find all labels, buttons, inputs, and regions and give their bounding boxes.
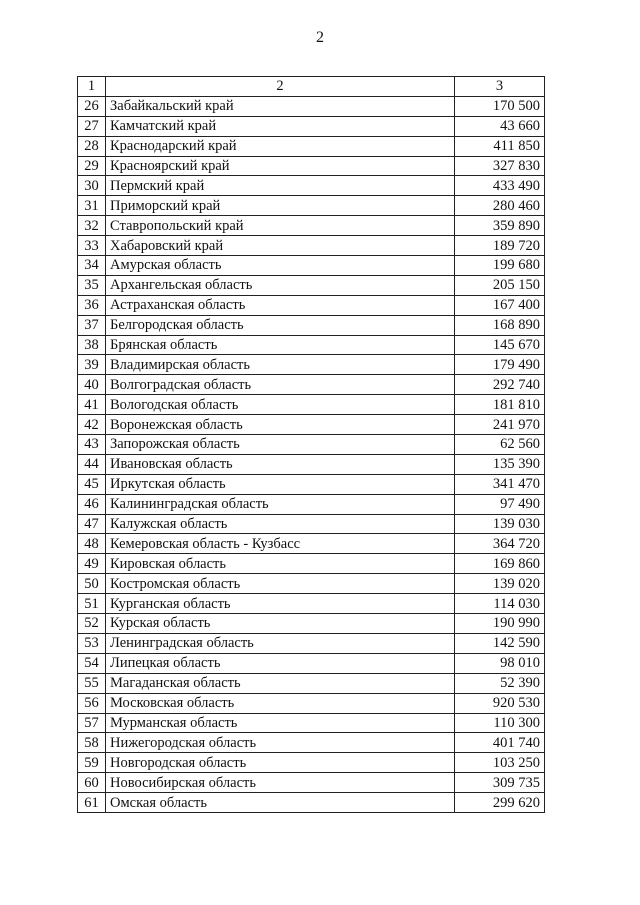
row-number-cell: 26 bbox=[78, 96, 106, 116]
table-row bbox=[78, 196, 545, 216]
row-number-cell: 49 bbox=[78, 554, 106, 574]
value-cell: 411 850 bbox=[455, 136, 545, 156]
region-name-cell: Ставропольский край bbox=[106, 216, 455, 236]
row-number-cell: 53 bbox=[78, 633, 106, 653]
row-number-cell: 30 bbox=[78, 176, 106, 196]
region-name-cell: Камчатский край bbox=[106, 116, 455, 136]
row-number-cell: 56 bbox=[78, 693, 106, 713]
region-name-cell: Брянская область bbox=[106, 335, 455, 355]
region-name-cell: Омская область bbox=[106, 793, 455, 813]
table-row bbox=[78, 474, 545, 494]
value-cell: 181 810 bbox=[455, 395, 545, 415]
row-number-cell: 39 bbox=[78, 355, 106, 375]
region-name-cell: Калужская область bbox=[106, 514, 455, 534]
table-row bbox=[78, 375, 545, 395]
column-header-name: 2 bbox=[106, 77, 455, 97]
row-number-cell: 48 bbox=[78, 534, 106, 554]
value-cell: 241 970 bbox=[455, 415, 545, 435]
row-number-cell: 54 bbox=[78, 653, 106, 673]
table-row bbox=[78, 733, 545, 753]
region-name-cell: Астраханская область bbox=[106, 295, 455, 315]
row-number-cell: 29 bbox=[78, 156, 106, 176]
region-name-cell: Забайкальский край bbox=[106, 96, 455, 116]
row-number-cell: 31 bbox=[78, 196, 106, 216]
region-name-cell: Вологодская область bbox=[106, 395, 455, 415]
row-number-cell: 34 bbox=[78, 256, 106, 276]
table-row bbox=[78, 216, 545, 236]
row-number-cell: 44 bbox=[78, 454, 106, 474]
table-row bbox=[78, 176, 545, 196]
region-name-cell: Красноярский край bbox=[106, 156, 455, 176]
row-number-cell: 37 bbox=[78, 315, 106, 335]
regions-table bbox=[77, 76, 545, 813]
value-cell: 170 500 bbox=[455, 96, 545, 116]
value-cell: 142 590 bbox=[455, 633, 545, 653]
region-name-cell: Владимирская область bbox=[106, 355, 455, 375]
value-cell: 205 150 bbox=[455, 275, 545, 295]
value-cell: 135 390 bbox=[455, 454, 545, 474]
value-cell: 364 720 bbox=[455, 534, 545, 554]
row-number-cell: 52 bbox=[78, 614, 106, 634]
region-name-cell: Пермский край bbox=[106, 176, 455, 196]
table-row bbox=[78, 136, 545, 156]
table-row bbox=[78, 395, 545, 415]
row-number-cell: 28 bbox=[78, 136, 106, 156]
value-cell: 189 720 bbox=[455, 236, 545, 256]
value-cell: 920 530 bbox=[455, 693, 545, 713]
value-cell: 114 030 bbox=[455, 594, 545, 614]
value-cell: 139 030 bbox=[455, 514, 545, 534]
value-cell: 110 300 bbox=[455, 713, 545, 733]
region-name-cell: Кировская область bbox=[106, 554, 455, 574]
row-number-cell: 41 bbox=[78, 395, 106, 415]
value-cell: 145 670 bbox=[455, 335, 545, 355]
value-cell: 52 390 bbox=[455, 673, 545, 693]
row-number-cell: 35 bbox=[78, 275, 106, 295]
row-number-cell: 38 bbox=[78, 335, 106, 355]
row-number-cell: 58 bbox=[78, 733, 106, 753]
table-body bbox=[78, 96, 545, 812]
value-cell: 280 460 bbox=[455, 196, 545, 216]
value-cell: 341 470 bbox=[455, 474, 545, 494]
table-row bbox=[78, 236, 545, 256]
table-row bbox=[78, 415, 545, 435]
table-row bbox=[78, 614, 545, 634]
row-number-cell: 45 bbox=[78, 474, 106, 494]
region-name-cell: Новосибирская область bbox=[106, 773, 455, 793]
table-row bbox=[78, 116, 545, 136]
region-name-cell: Нижегородская область bbox=[106, 733, 455, 753]
table-row bbox=[78, 256, 545, 276]
region-name-cell: Амурская область bbox=[106, 256, 455, 276]
row-number-cell: 27 bbox=[78, 116, 106, 136]
value-cell: 199 680 bbox=[455, 256, 545, 276]
row-number-cell: 46 bbox=[78, 494, 106, 514]
region-name-cell: Магаданская область bbox=[106, 673, 455, 693]
row-number-cell: 61 bbox=[78, 793, 106, 813]
region-name-cell: Белгородская область bbox=[106, 315, 455, 335]
region-name-cell: Хабаровский край bbox=[106, 236, 455, 256]
table-row bbox=[78, 96, 545, 116]
page-number: 2 bbox=[316, 29, 324, 46]
region-name-cell: Новгородская область bbox=[106, 753, 455, 773]
table-row bbox=[78, 753, 545, 773]
region-name-cell: Курганская область bbox=[106, 594, 455, 614]
table-row bbox=[78, 793, 545, 813]
table-row bbox=[78, 594, 545, 614]
column-header-number: 1 bbox=[78, 77, 106, 97]
table-row bbox=[78, 355, 545, 375]
row-number-cell: 51 bbox=[78, 594, 106, 614]
table-row bbox=[78, 633, 545, 653]
row-number-cell: 57 bbox=[78, 713, 106, 733]
table-row bbox=[78, 335, 545, 355]
table-row bbox=[78, 494, 545, 514]
table-row bbox=[78, 773, 545, 793]
region-name-cell: Курская область bbox=[106, 614, 455, 634]
table-row bbox=[78, 435, 545, 455]
region-name-cell: Мурманская область bbox=[106, 713, 455, 733]
region-name-cell: Калининградская область bbox=[106, 494, 455, 514]
table-row bbox=[78, 574, 545, 594]
table-row bbox=[78, 275, 545, 295]
value-cell: 292 740 bbox=[455, 375, 545, 395]
value-cell: 97 490 bbox=[455, 494, 545, 514]
table-row bbox=[78, 713, 545, 733]
table-header-row bbox=[78, 77, 545, 97]
table-row bbox=[78, 693, 545, 713]
value-cell: 179 490 bbox=[455, 355, 545, 375]
value-cell: 167 400 bbox=[455, 295, 545, 315]
table-row bbox=[78, 514, 545, 534]
table-row bbox=[78, 315, 545, 335]
row-number-cell: 36 bbox=[78, 295, 106, 315]
region-name-cell: Ленинградская область bbox=[106, 633, 455, 653]
region-name-cell: Костромская область bbox=[106, 574, 455, 594]
value-cell: 309 735 bbox=[455, 773, 545, 793]
table-row bbox=[78, 653, 545, 673]
row-number-cell: 60 bbox=[78, 773, 106, 793]
value-cell: 433 490 bbox=[455, 176, 545, 196]
value-cell: 139 020 bbox=[455, 574, 545, 594]
table-row bbox=[78, 554, 545, 574]
row-number-cell: 47 bbox=[78, 514, 106, 534]
value-cell: 169 860 bbox=[455, 554, 545, 574]
value-cell: 299 620 bbox=[455, 793, 545, 813]
row-number-cell: 40 bbox=[78, 375, 106, 395]
region-name-cell: Приморский край bbox=[106, 196, 455, 216]
value-cell: 103 250 bbox=[455, 753, 545, 773]
region-name-cell: Архангельская область bbox=[106, 275, 455, 295]
value-cell: 327 830 bbox=[455, 156, 545, 176]
region-name-cell: Ивановская область bbox=[106, 454, 455, 474]
table-row bbox=[78, 673, 545, 693]
value-cell: 62 560 bbox=[455, 435, 545, 455]
region-name-cell: Липецкая область bbox=[106, 653, 455, 673]
value-cell: 98 010 bbox=[455, 653, 545, 673]
value-cell: 43 660 bbox=[455, 116, 545, 136]
region-name-cell: Московская область bbox=[106, 693, 455, 713]
value-cell: 168 890 bbox=[455, 315, 545, 335]
row-number-cell: 55 bbox=[78, 673, 106, 693]
row-number-cell: 32 bbox=[78, 216, 106, 236]
row-number-cell: 43 bbox=[78, 435, 106, 455]
region-name-cell: Воронежская область bbox=[106, 415, 455, 435]
table-row bbox=[78, 295, 545, 315]
region-name-cell: Кемеровская область - Кузбасс bbox=[106, 534, 455, 554]
table-row bbox=[78, 534, 545, 554]
table-row bbox=[78, 156, 545, 176]
value-cell: 190 990 bbox=[455, 614, 545, 634]
region-name-cell: Запорожская область bbox=[106, 435, 455, 455]
table-row bbox=[78, 454, 545, 474]
region-name-cell: Иркутская область bbox=[106, 474, 455, 494]
row-number-cell: 59 bbox=[78, 753, 106, 773]
region-name-cell: Краснодарский край bbox=[106, 136, 455, 156]
region-name-cell: Волгоградская область bbox=[106, 375, 455, 395]
row-number-cell: 33 bbox=[78, 236, 106, 256]
value-cell: 359 890 bbox=[455, 216, 545, 236]
row-number-cell: 42 bbox=[78, 415, 106, 435]
column-header-value: 3 bbox=[455, 77, 545, 97]
value-cell: 401 740 bbox=[455, 733, 545, 753]
row-number-cell: 50 bbox=[78, 574, 106, 594]
